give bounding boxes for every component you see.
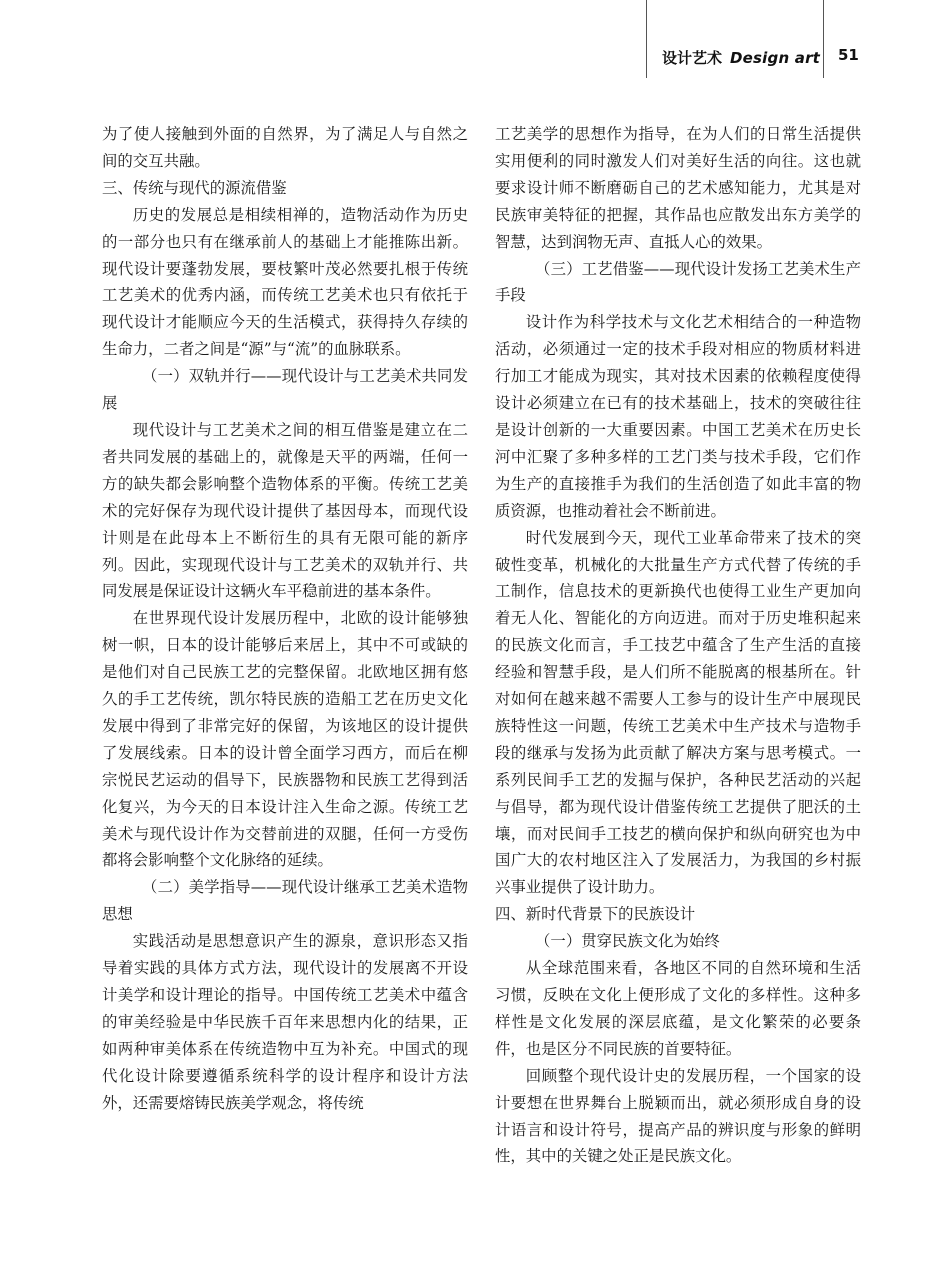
subsection-heading: （一）贯穿民族文化为始终 [535, 932, 720, 951]
journal-title [662, 47, 820, 68]
left-column [102, 121, 468, 1117]
paragraph: 时代发展到今天，现代工业革命带来了技术的突破性变革，机械化的大批量生产方式代替了传统的手工制作，信息技术的更新换代也使得工业生产更加向着无人化、智能化的方向迈进。而对于历史堆积起来的民族文化而言，手工技艺中蕴含了生产生活的直接经验和智慧手段，是人们所不能脱离的根基所在。针对如何在越来越不需要人工参与的设计生产中展现民族特性这一问题，传统工艺美术中生产技术与造物手段的继承与发扬为此贡献了解决方案与思考模式。一系列民间手工艺的发掘与保护，各种民艺活动的兴起与倡导，都为现代设计借鉴传统工艺提供了肥沃的土壤，而对民间手工技艺的横向保护和纵向研究也为中国广大的农村地区注入了发展活力，为我国的乡村振兴事业提供了设计助力。 [495, 528, 861, 897]
right-column [495, 121, 861, 1170]
paragraph: 设计作为科学技术与文化艺术相结合的一种造物活动，必须通过一定的技术手段对相应的物质材料进行加工才能成为现实，其对技术因素的依赖程度使得设计必须建立在已有的技术基础上，技术的突破往往是设计创新的一大重要因素。中国工艺美术在历史长河中汇聚了多种多样的工艺门类与技术手段，它们作为生产的直接推手为我们的生活创造了如此丰富的物质资源，也推动着社会不断前进。 [495, 313, 861, 520]
paragraph-continuation: 为了使人接触到外面的自然界，为了满足人与自然之间的交互共融。 [102, 125, 468, 170]
paragraph: 回顾整个现代设计史的发展历程，一个国家的设计要想在世界舞台上脱颖而出，就必须形成自身的设计语言和设计符号，提高产品的辨识度与形象的鲜明性，其中的关键之处正是民族文化。 [495, 1066, 861, 1166]
paragraph: 实践活动是思想意识产生的源泉，意识形态又指导着实践的具体方式方法，现代设计的发展离不开设计美学和设计理论的指导。中国传统工艺美术中蕴含的审美经验是中华民族千百年来思想内化的结果，正如两种审美体系在传统造物中互为补充。中国式的现代化设计除要遵循系统科学的设计程序和设计方法外，还需要熔铸民族美学观念，将传统 [102, 932, 468, 1112]
paragraph: 在世界现代设计发展历程中，北欧的设计能够独树一帜，日本的设计能够后来居上，其中不可或缺的是他们对自己民族工艺的完整保留。北欧地区拥有悠久的手工艺传统，凯尔特民族的造船工艺在历史文化发展中得到了非常完好的保留，为该地区的设计提供了发展线索。日本的设计曾全面学习西方，而后在柳宗悦民艺运动的倡导下，民族器物和民族工艺得到活化复兴，为今天的日本设计注入生命之源。传统工艺美术与现代设计作为交替前进的双腿，任何一方受伤都将会影响整个文化脉络的延续。 [102, 609, 468, 870]
header-divider-left [646, 0, 647, 78]
section-heading: 三、传统与现代的源流借鉴 [102, 178, 287, 197]
page-header [0, 0, 950, 80]
paragraph: 历史的发展总是相续相禅的，造物活动作为历史的一部分也只有在继承前人的基础上才能推陈出新。现代设计要蓬勃发展，要枝繁叶茂必然要扎根于传统工艺美术的优秀内涵，而传统工艺美术也只有依托于现代设计才能顺应今天的生活模式，获得持久存续的生命力，二者之间是“源”与“流”的血脉联系。 [102, 205, 468, 359]
paragraph-continuation: 工艺美学的思想作为指导，在为人们的日常生活提供实用便利的同时激发人们对美好生活的向往。这也就要求设计师不断磨砺自己的艺术感知能力，尤其是对民族审美特征的把握，其作品也应散发出东方美学的智慧，达到润物无声、直抵人心的效果。 [495, 125, 861, 251]
paragraph: 从全球范围来看，各地区不同的自然环境和生活习惯，反映在文化上便形成了文化的多样性。这种多样性是文化发展的深层底蕴，是文化繁荣的必要条件，也是区分不同民族的首要特征。 [495, 959, 861, 1058]
subsection-heading: （二）美学指导——现代设计继承工艺美术造物思想 [102, 878, 468, 924]
section-heading: 四、新时代背景下的民族设计 [495, 905, 696, 924]
page-number: 51 [838, 46, 859, 64]
journal-title-en: Design art [730, 49, 821, 67]
header-divider-right [823, 0, 824, 78]
paragraph: 现代设计与工艺美术之间的相互借鉴是建立在二者共同发展的基础上的，就像是天平的两端，任何一方的缺失都会影响整个造物体系的平衡。传统工艺美术的完好保存为现代设计提供了基因母本，而现代设计则是在此母本上不断衍生的具有无限可能的新序列。因此，实现现代设计与工艺美术的双轨并行、共同发展是保证设计这辆火车平稳前进的基本条件。 [102, 420, 468, 601]
journal-title-cn: 设计艺术 [662, 49, 723, 67]
subsection-heading: （一）双轨并行——现代设计与工艺美术共同发展 [102, 367, 468, 413]
subsection-heading: （三）工艺借鉴——现代设计发扬工艺美术生产手段 [495, 259, 861, 305]
